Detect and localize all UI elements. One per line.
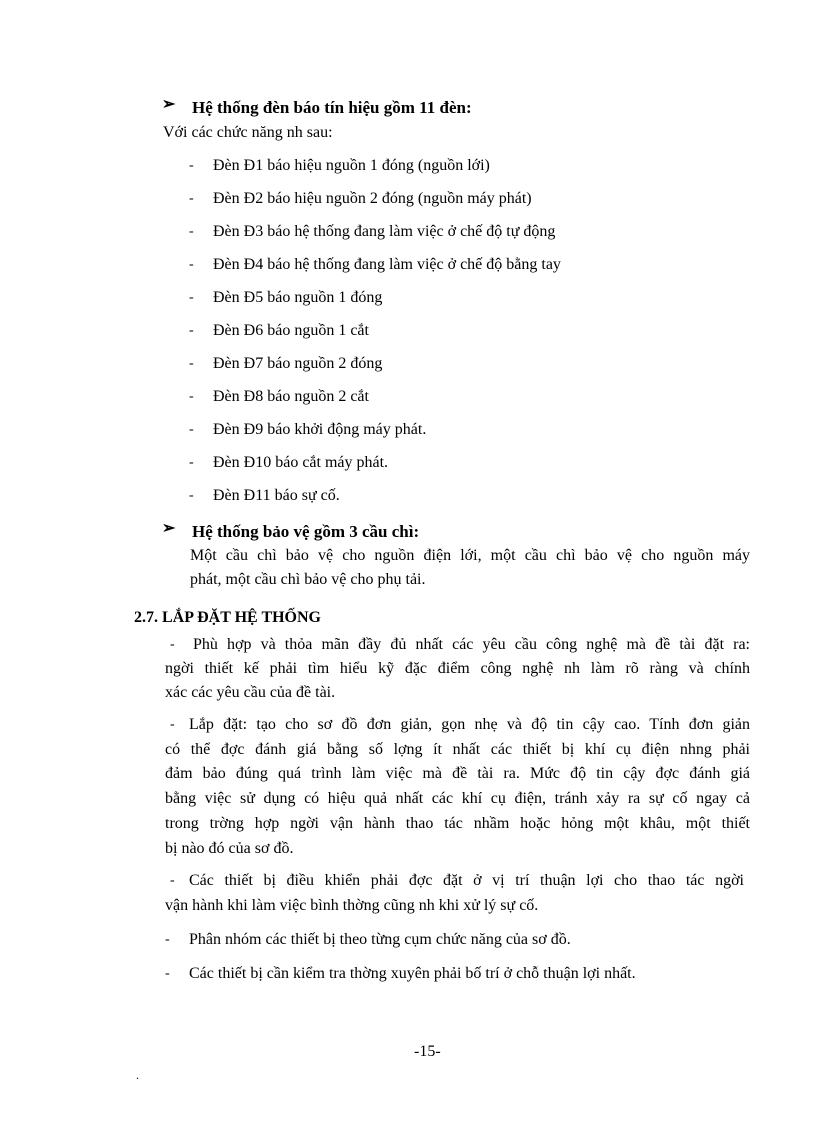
list-item: Đèn Đ5 báo nguồn 1 đóng xyxy=(213,289,383,306)
bullet-dash: - xyxy=(189,422,194,437)
list-item: Đèn Đ1 báo hiệu nguồn 1 đóng (nguồn lới) xyxy=(213,157,490,174)
bullet-dash: - xyxy=(170,637,175,652)
paragraph-line: bằng việc sử dụng có hiệu quả nhất các khí cụ điện, tránh xảy ra sự cố ngay cả xyxy=(165,790,750,807)
paragraph-line: vận hành khi làm việc bình thờng cũng nh khi xử lý sự cố. xyxy=(165,897,539,914)
section-title-installation: 2.7. LẮP ĐẶT HỆ THỐNG xyxy=(134,609,321,626)
list-item: Đèn Đ8 báo nguồn 2 cắt xyxy=(213,388,369,405)
paragraph-line: Phân nhóm các thiết bị theo từng cụm chức năng của sơ đồ. xyxy=(189,931,571,948)
paragraph-line: có thể đợc đánh giá bằng số lợng ít nhất các thiết bị khí cụ điện nhng phải xyxy=(165,741,750,758)
list-item: Đèn Đ10 báo cắt máy phát. xyxy=(213,454,389,471)
bullet-dash: - xyxy=(189,191,194,206)
intro-text: Với các chức năng nh sau: xyxy=(163,124,333,141)
section-heading-fuses: Hệ thống bảo vệ gồm 3 cầu chì: xyxy=(192,522,420,541)
bullet-dash: - xyxy=(189,323,194,338)
arrow-bullet-icon: ➢ xyxy=(162,96,176,113)
paragraph-line: Phù hợp và thỏa mãn đầy đủ nhất các yêu cầu công nghệ mà đề tài đặt ra: xyxy=(193,636,750,653)
paragraph-line: Lắp đặt: tạo cho sơ đồ đơn giản, gọn nhẹ và độ tin cậy cao. Tính đơn giản xyxy=(189,716,750,733)
paragraph-line: trong trờng hợp ngời vận hành thao tác nhầm hoặc hỏng một khâu, một thiết xyxy=(165,815,750,832)
bullet-dash: - xyxy=(189,389,194,404)
list-item: Đèn Đ2 báo hiệu nguồn 2 đóng (nguồn máy phát) xyxy=(213,190,532,207)
list-item: Đèn Đ4 báo hệ thống đang làm việc ở chế độ bằng tay xyxy=(213,256,561,273)
arrow-bullet-icon: ➢ xyxy=(162,520,176,537)
list-item: Đèn Đ3 báo hệ thống đang làm việc ở chế độ tự động xyxy=(213,223,556,240)
bullet-dash: - xyxy=(165,932,170,947)
bullet-dash: - xyxy=(189,488,194,503)
fuses-text-line-2: phát, một cầu chì bảo vệ cho phụ tải. xyxy=(190,571,426,588)
list-item: Đèn Đ9 báo khởi động máy phát. xyxy=(213,421,427,438)
list-item: Đèn Đ7 báo nguồn 2 đóng xyxy=(213,355,383,372)
bullet-dash: - xyxy=(189,158,194,173)
page-number: -15- xyxy=(414,1043,441,1060)
bullet-dash: - xyxy=(165,966,170,981)
bullet-dash: - xyxy=(189,224,194,239)
list-item: Đèn Đ6 báo nguồn 1 cắt xyxy=(213,322,369,339)
paragraph-line: Các thiết bị điều khiển phải đợc đặt ở vị trí thuận lợi cho thao tác ngời xyxy=(189,872,744,889)
bullet-dash: - xyxy=(189,356,194,371)
bullet-dash: - xyxy=(189,257,194,272)
bullet-dash: - xyxy=(170,873,175,888)
paragraph-line: bị nào đó của sơ đồ. xyxy=(165,840,294,857)
bullet-dash: - xyxy=(189,455,194,470)
footer-dot: . xyxy=(136,1068,139,1082)
fuses-text-line-1: Một cầu chì bảo vệ cho nguồn điện lới, một cầu chì bảo vệ cho nguồn máy xyxy=(190,547,750,564)
paragraph-line: xác các yêu cầu của đề tài. xyxy=(165,684,336,701)
paragraph-line: ngời thiết kế phải tìm hiểu kỹ đặc điểm công nghệ nh làm rõ ràng và chính xyxy=(165,660,750,677)
section-heading-lights: Hệ thống đèn báo tín hiệu gồm 11 đèn: xyxy=(192,98,472,117)
list-item: Đèn Đ11 báo sự cố. xyxy=(213,487,340,504)
bullet-dash: - xyxy=(189,290,194,305)
bullet-dash: - xyxy=(170,717,175,732)
paragraph-line: Các thiết bị cần kiểm tra thờng xuyên phải bố trí ở chỗ thuận lợi nhất. xyxy=(189,965,636,982)
paragraph-line: đảm bảo đúng quá trình làm việc mà đề tài ra. Mức độ tin cậy đợc đánh giá xyxy=(165,765,750,782)
